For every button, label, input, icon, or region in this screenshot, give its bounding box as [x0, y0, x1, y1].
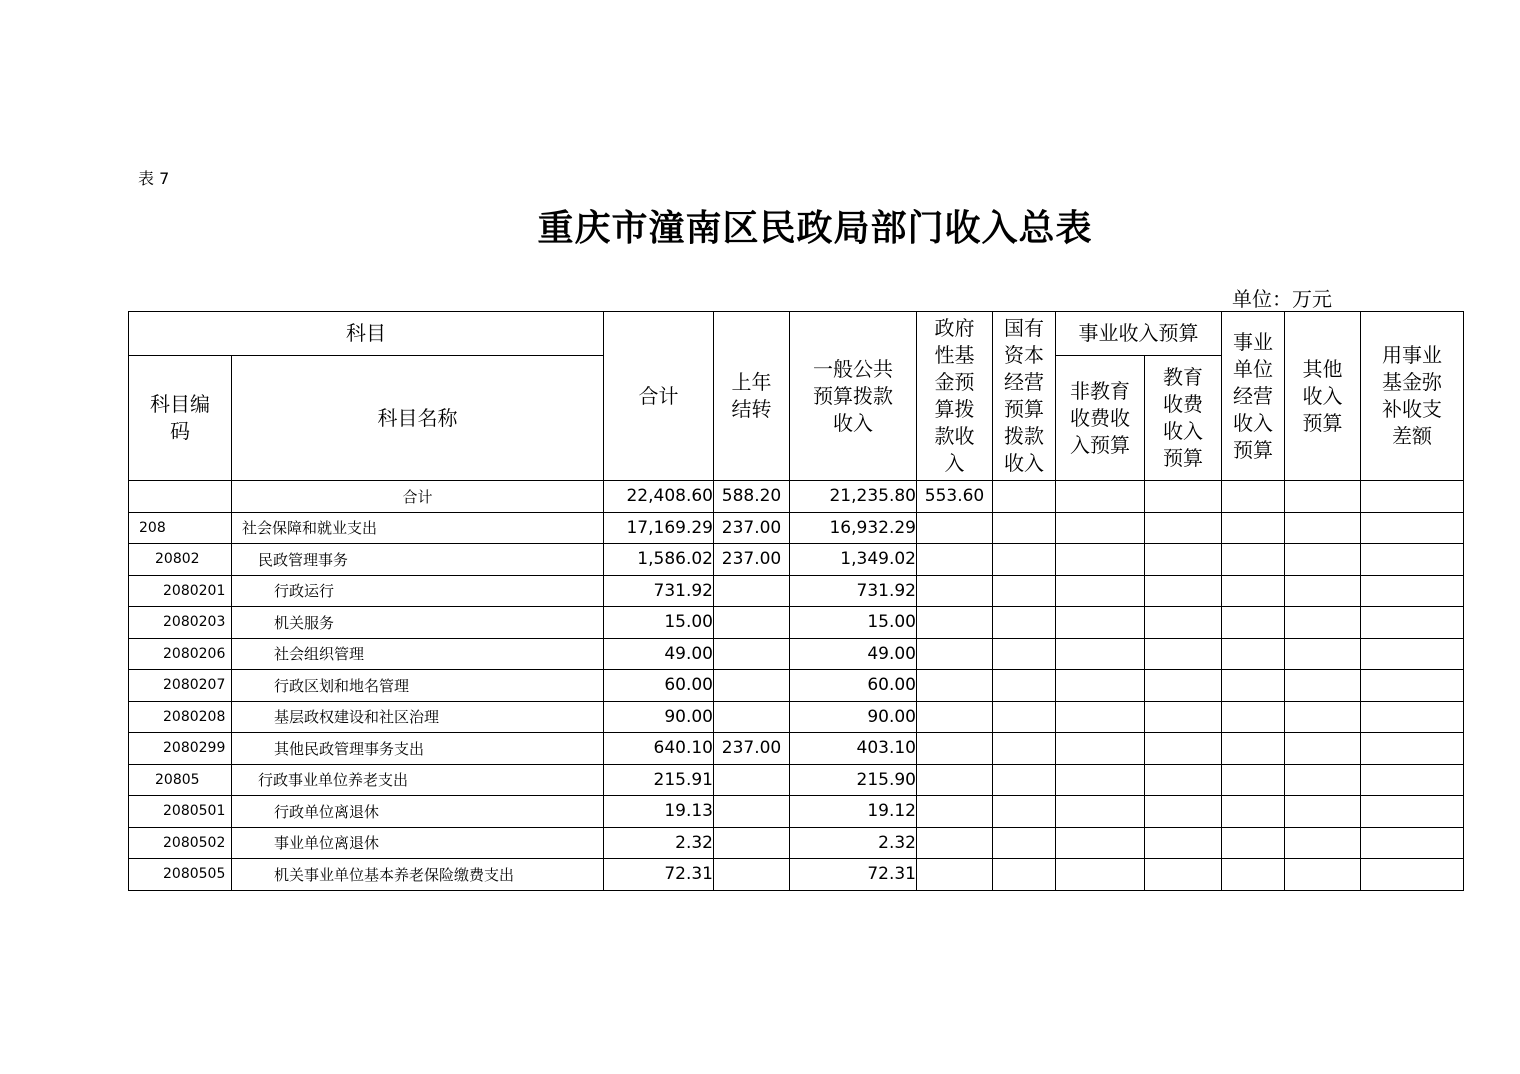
cell-total: 215.91	[604, 764, 714, 796]
header-edu	[1145, 356, 1222, 481]
cell-name: 其他民政管理事务支出	[232, 733, 604, 765]
cell-gov-fund	[917, 764, 993, 796]
cell-empty	[1361, 544, 1464, 576]
cell-total: 90.00	[604, 701, 714, 733]
cell-gov-fund	[917, 796, 993, 828]
header-code-text: 科目编码	[150, 392, 210, 443]
cell-empty	[1222, 764, 1285, 796]
cell-empty	[1361, 796, 1464, 828]
cell-empty	[1285, 764, 1361, 796]
cell-general: 49.00	[790, 638, 917, 670]
cell-empty	[1222, 544, 1285, 576]
cell-total: 1,586.02	[604, 544, 714, 576]
cell-general: 16,932.29	[790, 512, 917, 544]
cell-name: 机关服务	[232, 607, 604, 639]
header-carryover-text: 上年结转	[731, 370, 772, 421]
cell-empty	[1222, 827, 1285, 859]
cell-empty	[1361, 827, 1464, 859]
cell-empty	[1361, 481, 1464, 513]
cell-empty	[1145, 701, 1222, 733]
cell-code: 2080299	[129, 733, 232, 765]
cell-empty	[993, 670, 1056, 702]
cell-code	[129, 481, 232, 513]
cell-gov-fund	[917, 575, 993, 607]
cell-empty	[1145, 512, 1222, 544]
table-row	[129, 733, 1464, 765]
cell-code: 2080201	[129, 575, 232, 607]
table-row	[129, 764, 1464, 796]
unit-label: 单位：万元	[1232, 287, 1332, 311]
cell-code: 2080208	[129, 701, 232, 733]
header-subject: 科目	[129, 312, 604, 356]
cell-empty	[993, 544, 1056, 576]
cell-empty	[1285, 670, 1361, 702]
cell-carryover	[714, 638, 790, 670]
header-other	[1285, 312, 1361, 481]
cell-empty	[1361, 575, 1464, 607]
cell-empty	[1361, 701, 1464, 733]
cell-empty	[1361, 733, 1464, 765]
cell-carryover	[714, 701, 790, 733]
cell-carryover	[714, 575, 790, 607]
cell-code: 20805	[129, 764, 232, 796]
header-gov-fund	[917, 312, 993, 481]
cell-name: 合计	[232, 481, 604, 513]
cell-empty	[1222, 575, 1285, 607]
cell-name: 行政区划和地名管理	[232, 670, 604, 702]
cell-empty	[1056, 575, 1145, 607]
table-row	[129, 575, 1464, 607]
table-row	[129, 638, 1464, 670]
header-carryover	[714, 312, 790, 481]
cell-empty	[1145, 481, 1222, 513]
header-state-capital	[993, 312, 1056, 481]
table-row	[129, 796, 1464, 828]
cell-empty	[1145, 607, 1222, 639]
header-name: 科目名称	[232, 356, 604, 481]
table-row	[129, 607, 1464, 639]
cell-empty	[1222, 638, 1285, 670]
cell-empty	[1361, 859, 1464, 891]
table-body	[129, 481, 1464, 891]
cell-empty	[993, 859, 1056, 891]
cell-carryover	[714, 607, 790, 639]
cell-name: 行政事业单位养老支出	[232, 764, 604, 796]
header-fund-offset-text: 用事业基金弥补收支差额	[1382, 343, 1442, 448]
cell-gov-fund	[917, 607, 993, 639]
cell-general: 215.90	[790, 764, 917, 796]
cell-total: 2.32	[604, 827, 714, 859]
cell-carryover	[714, 764, 790, 796]
cell-empty	[1056, 701, 1145, 733]
cell-name: 社会组织管理	[232, 638, 604, 670]
page-title: 重庆市潼南区民政局部门收入总表	[537, 208, 1093, 249]
cell-empty	[1222, 796, 1285, 828]
cell-carryover	[714, 827, 790, 859]
cell-empty	[1056, 733, 1145, 765]
table-row	[129, 670, 1464, 702]
cell-carryover	[714, 796, 790, 828]
cell-carryover: 237.00	[714, 544, 790, 576]
cell-empty	[1285, 701, 1361, 733]
cell-empty	[1222, 859, 1285, 891]
cell-carryover: 237.00	[714, 512, 790, 544]
cell-gov-fund	[917, 701, 993, 733]
cell-empty	[1145, 733, 1222, 765]
cell-empty	[1285, 733, 1361, 765]
header-other-text: 其他收入预算	[1302, 356, 1343, 435]
header-unit-operation	[1222, 312, 1285, 481]
cell-empty	[993, 607, 1056, 639]
cell-empty	[1361, 764, 1464, 796]
cell-gov-fund	[917, 670, 993, 702]
table-row	[129, 701, 1464, 733]
cell-total: 17,169.29	[604, 512, 714, 544]
cell-empty	[1145, 544, 1222, 576]
header-gov-fund-text: 政府性基金预算拨款收入	[934, 316, 975, 475]
cell-general: 19.12	[790, 796, 917, 828]
cell-carryover	[714, 670, 790, 702]
header-total: 合计	[604, 312, 714, 481]
table-row	[129, 827, 1464, 859]
cell-total: 640.10	[604, 733, 714, 765]
cell-general: 60.00	[790, 670, 917, 702]
cell-empty	[1056, 670, 1145, 702]
cell-name: 事业单位离退休	[232, 827, 604, 859]
cell-code: 2080203	[129, 607, 232, 639]
cell-name: 社会保障和就业支出	[232, 512, 604, 544]
cell-empty	[993, 827, 1056, 859]
cell-empty	[993, 733, 1056, 765]
cell-empty	[1285, 638, 1361, 670]
cell-empty	[1361, 607, 1464, 639]
cell-general: 403.10	[790, 733, 917, 765]
cell-gov-fund	[917, 827, 993, 859]
cell-general: 731.92	[790, 575, 917, 607]
cell-empty	[1056, 796, 1145, 828]
cell-code: 208	[129, 512, 232, 544]
header-unit-operation-text: 事业单位经营收入预算	[1233, 329, 1273, 462]
cell-empty	[1285, 481, 1361, 513]
cell-empty	[1361, 670, 1464, 702]
cell-code: 2080206	[129, 638, 232, 670]
cell-empty	[1056, 512, 1145, 544]
cell-name: 机关事业单位基本养老保险缴费支出	[232, 859, 604, 891]
cell-empty	[1056, 859, 1145, 891]
cell-carryover: 588.20	[714, 481, 790, 513]
cell-carryover	[714, 859, 790, 891]
cell-gov-fund	[917, 512, 993, 544]
cell-total: 22,408.60	[604, 481, 714, 513]
cell-code: 2080501	[129, 796, 232, 828]
cell-empty	[1056, 638, 1145, 670]
cell-general: 21,235.80	[790, 481, 917, 513]
cell-total: 15.00	[604, 607, 714, 639]
cell-empty	[993, 638, 1056, 670]
cell-empty	[993, 701, 1056, 733]
cell-general: 1,349.02	[790, 544, 917, 576]
income-summary-table	[128, 311, 1464, 891]
cell-empty	[1285, 512, 1361, 544]
cell-empty	[993, 764, 1056, 796]
cell-name: 行政运行	[232, 575, 604, 607]
cell-empty	[1056, 481, 1145, 513]
cell-empty	[1056, 764, 1145, 796]
cell-empty	[1285, 827, 1361, 859]
table-row	[129, 512, 1464, 544]
table-number: 表 7	[138, 169, 170, 188]
cell-code: 2080207	[129, 670, 232, 702]
header-code	[129, 356, 232, 481]
cell-empty	[1285, 859, 1361, 891]
table-row	[129, 481, 1464, 513]
cell-empty	[1145, 859, 1222, 891]
cell-general: 72.31	[790, 859, 917, 891]
cell-empty	[993, 796, 1056, 828]
cell-code: 2080505	[129, 859, 232, 891]
cell-empty	[1222, 670, 1285, 702]
cell-total: 49.00	[604, 638, 714, 670]
cell-empty	[1361, 638, 1464, 670]
header-general-budget-text: 一般公共预算拨款收入	[813, 356, 893, 435]
cell-empty	[1056, 544, 1145, 576]
cell-empty	[1145, 764, 1222, 796]
table-row	[129, 544, 1464, 576]
table-row	[129, 859, 1464, 891]
header-non-edu	[1056, 356, 1145, 481]
cell-name: 基层政权建设和社区治理	[232, 701, 604, 733]
cell-gov-fund	[917, 859, 993, 891]
cell-name: 行政单位离退休	[232, 796, 604, 828]
cell-gov-fund: 553.60	[917, 481, 993, 513]
cell-empty	[1285, 544, 1361, 576]
cell-gov-fund	[917, 544, 993, 576]
cell-gov-fund	[917, 733, 993, 765]
header-fund-offset	[1361, 312, 1464, 481]
header-general-budget	[790, 312, 917, 481]
header-state-capital-text: 国有资本经营预算拨款收入	[1004, 316, 1044, 475]
cell-name: 民政管理事务	[232, 544, 604, 576]
cell-carryover: 237.00	[714, 733, 790, 765]
cell-empty	[1222, 607, 1285, 639]
header-non-edu-text: 非教育收费收入预算	[1070, 378, 1130, 457]
cell-empty	[1285, 575, 1361, 607]
cell-total: 731.92	[604, 575, 714, 607]
cell-empty	[1222, 512, 1285, 544]
cell-empty	[993, 575, 1056, 607]
cell-empty	[1222, 733, 1285, 765]
cell-code: 2080502	[129, 827, 232, 859]
cell-empty	[1145, 575, 1222, 607]
cell-code: 20802	[129, 544, 232, 576]
cell-empty	[1285, 796, 1361, 828]
cell-empty	[1145, 670, 1222, 702]
cell-total: 72.31	[604, 859, 714, 891]
cell-empty	[1222, 481, 1285, 513]
cell-empty	[1222, 701, 1285, 733]
cell-empty	[993, 512, 1056, 544]
cell-gov-fund	[917, 638, 993, 670]
cell-empty	[1145, 638, 1222, 670]
header-public-service: 事业收入预算	[1056, 312, 1222, 356]
cell-empty	[993, 481, 1056, 513]
cell-general: 90.00	[790, 701, 917, 733]
cell-empty	[1056, 827, 1145, 859]
cell-empty	[1285, 607, 1361, 639]
cell-general: 2.32	[790, 827, 917, 859]
header-edu-text: 教育收费收入预算	[1163, 365, 1203, 470]
cell-empty	[1361, 512, 1464, 544]
cell-total: 60.00	[604, 670, 714, 702]
cell-empty	[1145, 827, 1222, 859]
cell-empty	[1145, 796, 1222, 828]
cell-empty	[1056, 607, 1145, 639]
cell-general: 15.00	[790, 607, 917, 639]
cell-total: 19.13	[604, 796, 714, 828]
